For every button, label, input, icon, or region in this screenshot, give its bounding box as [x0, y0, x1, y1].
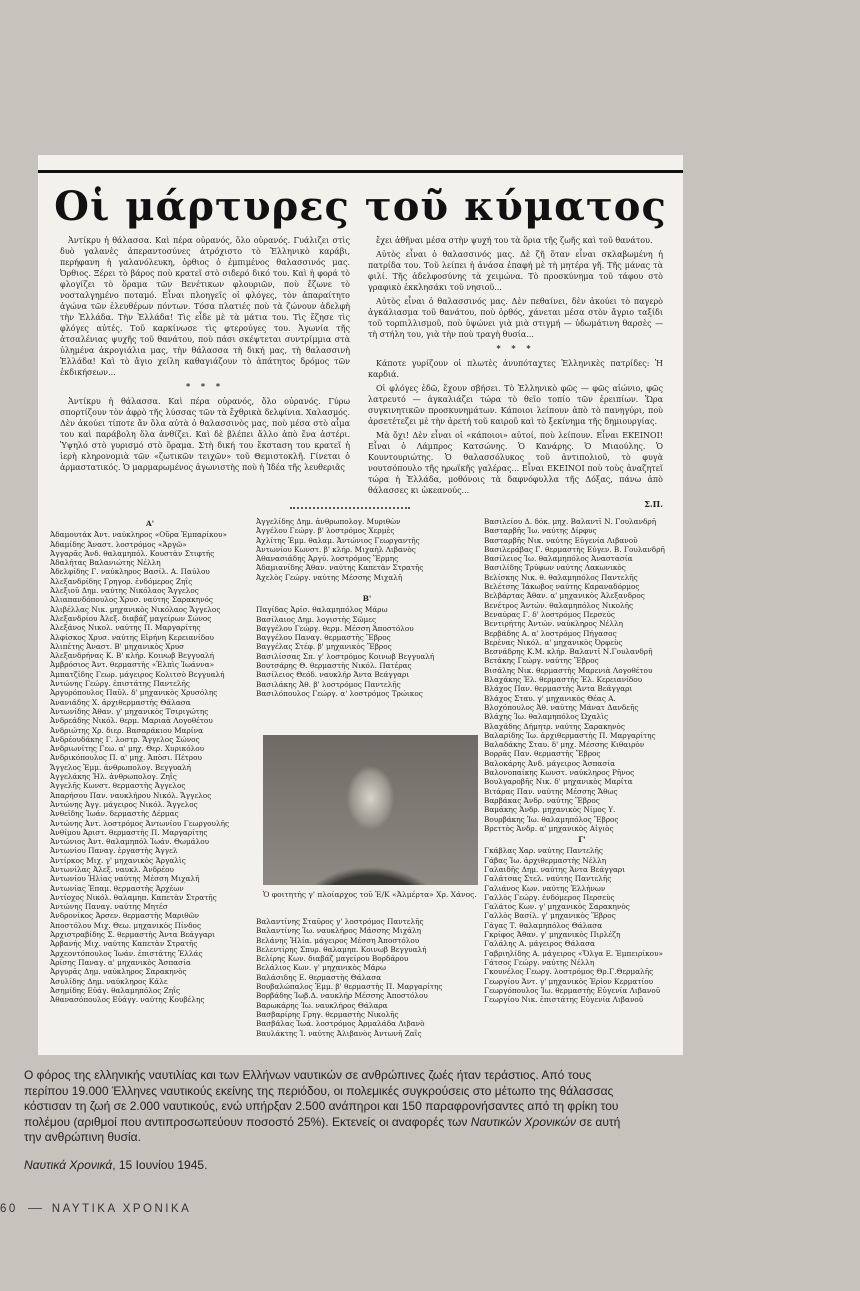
casualty-entry: Ἀνδριώτης Χρ. διερ. Βασαράκιου Μαρίνα: [50, 725, 203, 735]
casualty-entry: Βρεττὸς Ἀνδρ. α' μηχανικὸς Αἰγιὸς: [484, 823, 614, 833]
casualty-entry: Ἀχελὸς Γεώργ. ναύτης Μέσσης Μιχαλῆ: [256, 572, 403, 582]
casualty-entry: Ἀντίοχος Νικόλ. θαλαμηπ. Καπετὰν Στρατῆς: [50, 892, 217, 902]
caption-text-end: σε αυτή την ανθρώπινη θυσία.: [24, 1114, 621, 1144]
casualty-entry: Βαλάσιδης Ε. θερμαστὴς Θάλασα: [256, 972, 382, 982]
source-credit: [24, 1158, 207, 1172]
casualty-entry: Βενέτρος Ἀντών. θαλαμηπόλος Νικολῆς: [484, 600, 634, 610]
casualty-entry: Βουτσάρης Θ. θερμαστὴς Νικόλ. Πατέρας: [256, 661, 412, 671]
page-footer: [0, 1203, 191, 1215]
casualty-entry: Βαρβάκας Ἀνδρ. ναύτης Ἕβρος: [484, 795, 600, 805]
source-title: Ναυτικά Χρονικά: [24, 1158, 113, 1172]
casualty-entry: Βαγγέλας Στέφ. β' μηχανικὸς Ἕβρος: [256, 642, 392, 652]
casualty-entry: Ἀγγαρᾶς Ἀνδ. θαλαμηπόλ. Κουστὰν Στιφτής: [50, 548, 215, 558]
casualty-entry: Βελεντίρης Σπυρ. θαλαμηπ. Κοινωβ Βεγγυαλή: [256, 944, 427, 954]
casualty-entry: Ἀπαρήσου Παν. ναυκλήρου Νικόλ. Ἄγγελος: [50, 790, 212, 800]
casualty-entry: Ἀχλίτης Ἐμμ. θαλαμ. Ἀντώνιος Γεωργαντῆς: [256, 535, 420, 545]
section-stars: * * *: [185, 381, 225, 391]
casualty-entry: Βασιλείου Δ. δόκ. μηχ. Βαλαντῖ Ν. Γουλανδρῆ: [484, 517, 657, 526]
casualty-entry: Βιτάρας Παν. ναύτης Μέσσης Ἄθως: [484, 786, 618, 796]
casualty-entry: Ἀντωνίου Παναγ. ἐργαστὴς Ἀγγελ: [50, 846, 178, 856]
magazine-name: ΝΑΥΤΙΚΑ ΧΡΟΝΙΚΑ: [51, 1203, 192, 1215]
casualty-entry: Ἀνδρεάδης Νικόλ. θερμ. Μαριαὰ Λογοθέτου: [50, 716, 213, 726]
casualty-entry: Βλαχάδης Δήμητρ. ναύτης Σαρακηνὸς: [484, 721, 625, 731]
author-signature: Σ.Π.: [644, 499, 663, 509]
casualty-entry: Γαλαιδῆς Δημ. ναύτης Ἀντα Βεάγγαρι: [484, 864, 626, 874]
casualty-entry: Ἀλεξανδρήνας Κ. Β' κλήρ. Κοινωβ Βεγγυαλή: [50, 651, 214, 661]
casualty-entry: Βασίλαιος Δημ. λογιστὴς Σῶμες: [256, 614, 377, 624]
photo-caption: Ὁ φοιτητὴς γ' πλοίαρχος τοῦ Ἑ/Κ «Ἀλμέρτα» Χρ. Χάνος.: [263, 890, 477, 899]
casualty-entry: Ἀντωνίλας Ἀλεξ. ναυκλ. Ἀνδρέου: [50, 864, 174, 874]
casualty-entry: Ἀγγέλου Γεώργ. β' λοστρόμος Χερμὲς: [256, 526, 395, 536]
casualty-entry: Ἀλιαπανδόπουλος Χρυσ. ναύτης Σαρακηνός: [50, 595, 213, 605]
casualty-entry: Βουρβάκης Ἰω. θαλαμηπόλος Ἕβρος: [484, 814, 619, 824]
casualty-entry: Γάτσος Γεώργ. ναύτης Νέλλη: [484, 957, 595, 967]
casualty-entry: Βασιλίσσας Σπ. γ' λοστρόμος Κοινωβ Βεγγυαλή: [256, 651, 435, 661]
casualty-entry: Ἀνθεῖδης Ἰωάν. δερμαστὴς Δέρμας: [50, 809, 179, 819]
casualty-entry: Βαρωκάρης Ἰω. ναυκλήρος Θάλαρα: [256, 1000, 388, 1010]
casualty-list-col2c: [256, 917, 478, 1052]
article-left-part2: [60, 396, 350, 473]
casualty-entry: Ἀνδριωνίτης Γεω. α' μηχ. Θερ. Χυρικόλου: [50, 744, 205, 754]
casualty-entry: Ἀρχιστραβίδης Σ. θερμαστὴς Ἀντα Βεάγγαρι: [50, 930, 215, 940]
casualty-entry: Βλάχος Παν. θερμαστὴς Ἀντα Βεάγγαρι: [484, 684, 633, 694]
article-left-part1: [60, 235, 350, 378]
casualty-entry: Γαλάτσας Στελ. ναύτης Παντελῆς: [484, 874, 612, 884]
source-date: , 15 Ιουνίου 1945.: [112, 1158, 208, 1172]
casualty-entry: Βαμάκης Ἀνδρ. μηχανικὸς Νίμος Υ.: [484, 805, 616, 815]
casualty-entry: Γαλλὸς Γεώργ. ἐνδόμερος Περσεὺς: [484, 892, 615, 902]
casualty-entry: Ἀργυρᾶς Δημ. ναύκληρος Σαρακηνὸς: [50, 967, 187, 977]
casualty-entry: Βασιλόπουλος Γεώργ. α' λοστρόμος Τρώικος: [256, 688, 423, 698]
casualty-entry: Βλοχόπουλος Ἀθ. ναύτης Μάνατ Δανδεῆς: [484, 702, 639, 712]
casualty-entry: Βελάνης Ἠλία. μάγειρος Μέσση Ἀποστόλου: [256, 935, 420, 945]
casualty-entry: Βαλονοπαίκης Κωνστ. ναύκληρος Ρῆνος: [484, 768, 635, 778]
casualty-entry: Παγίδας Ἀρίσ. θαλαμηπόλος Μάρω: [256, 605, 388, 615]
casualty-entry: Βελέτσης Ἰάκωβος ναύτης Καραναδόρμος: [484, 582, 640, 592]
article-paragraph: Αὐτὸς εἶναι ὁ θαλασσινός μας. Δὲν πεθαίνει, δὲν ἀκούει τὸ παγερὸ ἀγκάλιασμα τοῦ θανάτου, ποὺ ὀρθός, χάνεται μέσα στὸν ἄγριο ταξίδι τοῦ τορπιλλισμοῦ, ποὺ ὑψώνει γιὰ μιὰ στιγμή — ὑδωμάτινη θαρσὲς — τὴ στήλη του, γιὰ τὴν ποὺ τραγὴ θυσία...: [368, 297, 663, 339]
casualty-entry: Ἀρίσης Παναγ. α' μηχανικὸς Ἀσπασία: [50, 957, 191, 967]
casualty-entry: Γεωργίου Ἀντ. γ' μηχανικὸς Ἐρίον Κερματίου: [484, 976, 654, 986]
casualty-entry: Βλαχάκης Ἐλ. θερμαστὴς Ἐλ. Κερειανίδου: [484, 675, 643, 685]
casualty-entry: Βασιλάκης Ἀθ. β' λοστρόμος Παντελῆς: [256, 679, 401, 689]
casualty-entry: Ἀνανιάδης Χ. ἀρχιθερμαστὴς Θάλασα: [50, 697, 191, 707]
casualty-entry: Ἀγγελάκης Ἠλ. ἀνθρωπολογ. Ζηΐς: [50, 772, 177, 782]
casualty-entry: Ἀγγελῆς Κωνστ. θερμαστὴς Ἀγγελος: [50, 781, 186, 791]
casualty-entry: Βορβάδης Ἰωβ.Δ. ναυκλήρ Μέσσης Ἀποστόλου: [256, 991, 428, 1001]
casualty-entry: Βελίσκης Νικ. θ. θαλαμηπόλος Παντελῆς: [484, 572, 638, 582]
article-right-part2: [368, 358, 663, 496]
casualty-entry: Βαγγέλου Παναγ. θερμαστὴς Ἕβρος: [256, 633, 391, 643]
casualty-entry: Βεναύρας Γ. δ' λοστρόμος Περσεύς: [484, 609, 615, 619]
casualty-entry: Βελάλιος Κων. γ' μηχανικὸς Μάρω: [256, 963, 386, 973]
casualty-entry: Ἀλιπέτης Ἀναστ. Β' μηχανικὸς Χρυσ: [50, 641, 185, 651]
casualty-entry: Ἀντίρκος Μιχ. γ' μηχανικὸς Ἀργαλὶς: [50, 855, 186, 865]
casualty-entry: Ἀδαμιανίδης Ἀθαν. ναύτης Καπετὰν Στρατῆς: [256, 563, 424, 573]
casualty-entry: Ἀδαλήτας Βαλανιώτης Νέλλη: [50, 558, 161, 568]
casualty-entry: Γεωργίου Νικ. ἐπιστάτης Εὐγενία Λιβανοῦ: [484, 995, 644, 1005]
casualty-entry: Βαλοκάρης Ἀνδ. μάγειρος Ἀσπασία: [484, 758, 616, 768]
casualty-entry: Ἀλιβέλλας Νικ. μηχανικὸς Νικόλαος Ἄγγελος: [50, 604, 221, 614]
casualty-entry: Ἀδαμουτάκ Ἀντ. ναύκληρος «Οὔρα Ἐμπαρίκου»: [50, 530, 227, 540]
casualty-entry: Γαλάλης Α. μάγειρος Θάλασα: [484, 939, 595, 949]
casualty-entry: Βασταρβῆς Ἰω. ναύτης Δίρφυς: [484, 526, 597, 536]
casualty-entry: Γαβριηλίδης Α. μάγειρος «Ὄλγα Ε. Ἐμπειρίκου»: [484, 948, 663, 958]
newspaper-clipping: [38, 155, 683, 1055]
casualty-list-col2b: [256, 592, 478, 732]
casualty-entry: Βελίρης Κων. διαβάζ μαγείρου Βορδάρου: [256, 954, 409, 964]
casualty-entry: Ἀλεξανδρίδης Γρηγορ. ἐνδόμερος Ζηΐς: [50, 576, 193, 586]
article-paragraph: Οἱ φλόγες ἐδῶ, ἔχουν σβήσει. Τὸ Ἑλληνικὸ φῶς — φῶς αἰώνιο, φῶς λατρευτό — ἀγκαλιάζει τώρα τὸ θεῖο τοπίο τῶν ἐρειπίων. Ὥρα συγκινητικῶν προσκυνημάτων. Κάποιοι λείπουν ἀπὸ τὸ πανηγύρι, ποὺ ἀρσετέτεζει μὲ τὴν ἀρετή τοῦ καιροῦ καὶ τὸ ξεκίνημα τῆς δημιουργίας.: [368, 384, 663, 426]
list-heading-g: Γ': [578, 835, 586, 845]
casualty-entry: Βασβαρίρης Γρηγ. θερμαστὴς Νικολῆς: [256, 1009, 399, 1019]
casualty-entry: Γκουνέλος Γεωργ. λοστρόμος Θρ.Γ.Θερμαλῆς: [484, 967, 654, 977]
section-stars-2: * * *: [496, 343, 535, 353]
casualty-entry: Βασίλειος Θεόδ. ναυκλήρ Ἀντα Βεάγγαρι: [256, 670, 410, 680]
casualty-entry: Γκρίφος Ἀθαν. γ' μηχανικὸς Πιρλέζη: [484, 930, 621, 940]
casualty-entry: Ἀντώνης Παναγ. ναύτης Μητέσ: [50, 902, 168, 912]
casualty-entry: Ἀλεξιοῦ Δημ. ναύτης Νικόλαος Ἄγγελος: [50, 586, 199, 596]
list-heading-b: Β': [362, 594, 372, 603]
casualty-entry: Ἀνδρονίκος Ἀρσεν. θερμαστὴς Μαριθῶν: [50, 911, 200, 921]
article-column-left: [60, 235, 350, 476]
casualty-entry: Βαλαδάκης Σταυ. δ' μηχ. Μέσσης Κιθαιρὸν: [484, 740, 645, 750]
casualty-entry: Βορρᾶς Παν. θερμαστὴς Ἕβρος: [484, 749, 601, 759]
casualty-entry: Βισάλης Νικ. θερμαστὴς Μαρενιὰ Λογοθέτου: [484, 665, 653, 675]
casualty-entry: Ἀσημίδης Εὐάγ. θαλαμηπόλος Ζηΐς: [50, 985, 181, 995]
casualty-entry: Βαγγέλου Γεώργ. θερμ. Μέσση Ἀποστόλου: [256, 623, 414, 633]
casualty-entry: Ἀσυλίδης Δημ. ναύκληρος Κάλε: [50, 976, 168, 986]
article-paragraph: ἔχει ἀθῆναι μέσα στὴν ψυχή του τὰ ὅρια τῆς ζωῆς καὶ τοῦ θανάτου.: [376, 236, 653, 245]
casualty-entry: Βλάχος Σταυ. γ' μηχανικὸς Θέας Α.: [484, 693, 616, 703]
casualty-entry: Γκάβλας Χαρ. ναύτης Παντελῆς: [484, 846, 604, 856]
casualty-entry: Ἀμβρόσιος Ἀντ. θερμαστὴς «Ἑλπὶς Ἰωάννα»: [50, 660, 215, 670]
article-paragraph: Ἀντίκρυ ἡ θάλασσα. Καὶ πέρα οὐρανός, ὅλο οὐρανός. Γυάλιζει στὶς δυὸ γαλανὲς ἀπεραντοσύνες ἀτρόχιστο τὸ Ἑλληνικὸ καράβι, περήφανη ἡ γαλανόλευκη, ὀρθιος ὁ ἐμπιμένος θαλασσινός μας. Ὀρθιος. Ξέρει τὸ βάρος ποὺ κρατεῖ στὸ σιδερό δικό του. Καὶ ἡ φορά τὸ φλογίζει τὸ ὅραμα τῶν Βενέτικων φλουριῶν, ποὺ ἔζωνε τὸ νοσταλγημένο ποταμό. Εἶναι πλοηγεῖς οἱ φλόγες, τὸν ἀπαραίτητο ἀγώνα τῶν ἑλευθέρων πόντων. Τόσα πλατιές ποὺ τὰ ζώνουν ἀδελφὴ τὴν Ἑλλάδα. Τὴν Ἑλλάδα! Τὶς εἶδε μὲ τὰ μάτια του. Τὶς ἔζησε τὶς φλόγες αὐτές. Τοῦ καρκίνωσε τὶς φτερούγες του. Ἀγωνία τῆς ἀτσαλένιας ψυχῆς τοῦ θανάτου, ποὺ πάσι σκέψτεται συντρίμμια στὰ ὑλημένα ἀκρογιάλια μας, τὴν θάλασσα τὴ δική μας, τὴ θαλασσινὴ Ἑλλάδα! Καὶ τὸ ἄγιο χείλη καθαγιάζουν τὸ ἀπάτητος δρόμος τῶν ἐκδικήσεων...: [60, 236, 350, 377]
casualty-entry: Βουλγαροβῆς Νικ. δ' μηχανικὸς Μαρίτα: [484, 777, 633, 787]
casualty-entry: Βαλαντίνης Σταῦρος γ' λοστρόμος Παντελῆς: [256, 917, 424, 926]
casualty-entry: Ἀντώνης Γεώργ. ἐπιστάτης Παντελῆς: [50, 679, 190, 689]
title-rule: [38, 170, 683, 173]
casualty-entry: Βουβαλώπαλος Ἐμμ. β' θερμαστὴς Π. Μαργαρίτης: [256, 982, 443, 992]
casualty-entry: Ἀντώνιος Ἀντ. θαλαμηπόλ Ἰωάν. Θωμάλου: [50, 837, 210, 847]
casualty-entry: Ἀντωνίδης Ἀθαν. γ' μηχανικὸς Τσιριγώτης: [50, 706, 209, 716]
casualty-entry: Βασταρβῆς Νικ. ναύτης Εὐγενία Λιβανοῦ: [484, 535, 638, 545]
casualty-entry: Ἀντωνίου Ἠλίας ναύτης Μέσση Μιχαλῆ: [50, 874, 200, 884]
casualty-entry: Ἀθανασιάδης Ἀργύ. λοστρόμος Ἕρμης: [256, 554, 399, 564]
casualty-entry: Βασιλεράβας Γ. θερμαστὴς Εὐγεν. Β. Γουλανδρῆ: [484, 544, 665, 554]
article-paragraph: Ἀντίκρυ ἡ θάλασσα. Καὶ πέρα οὐρανός, ὅλο οὐρανός. Γύρω σπορτίζουν τὸν ἀφρὸ τῆς λύσσας τῶν τὰ ἔχθρικὰ δελφίνια. Χαλασμός. Δὲν ἀκούει τίποτε ἄν ὅλα αὐτὰ ὁ θαλασσινὸς μας, ποὺ μέσα στὸ αἷμα του καὶ παράβολη ὅλα ἀνθίζει. Καὶ δὲ βλέπει ἄλλο ἀπὸ ἕνα ἀστέρι. Ὑψηλό στὸ γυρισμό στὸ ὅραμα. Στὴ δική του ἔκσταση του κρατεῖ ἡ ἱερὴ κληρονομιὰ τῶν «ζωτικῶν τειχῶν» τοῦ Θεμιστοκλῆ. Γίνεται ὁ ἀρμαστατικός. Ὁ μαρμαρωμένος ἀγωνιστὴς ποὺ ἡ Ἰδέα τῆς λευθεριᾶς: [60, 397, 350, 472]
casualty-entry: Βαυλάκτης Ἰ. ναύτης Ἀλιβανὸς Ἀντωνῆ Ζαΐς: [256, 1028, 422, 1038]
casualty-entry: Γεωργόπουλος Ἰω. θερμαστὴς Εὐγενία Λιβανοῦ: [484, 985, 661, 995]
casualty-entry: Ἀμπατζίδης Γεωρ. μάγειρος Κολιτσὸ Βεγγυαλή: [50, 669, 225, 679]
casualty-entry: Ἀδελφίδης Γ. ναύκληρος Βασίλ. Α. Παύλου: [50, 567, 210, 577]
casualty-entry: Ἀδαμίδης Ἀναστ. λοστρόμος «Ἀργῶ»: [50, 539, 187, 549]
article-column-right: [368, 235, 663, 510]
casualty-entry: Ἀνδρικόπουλος Π. α' μηχ. Ἀπὸσι. Πέτρου: [50, 753, 202, 763]
clipping-title: Οἱ μάρτυρες τοῦ κύματος: [54, 183, 667, 230]
casualty-entry: Ἀργυρόπουλος Παῦλ. δ' μηχανικὸς Χρυσόλης: [50, 688, 218, 698]
footer-dash: [28, 1208, 42, 1209]
image-caption: [24, 1068, 624, 1146]
casualty-entry: Βερένας Νικόλ. α' μηχανικὸς Ὀρφεὺς: [484, 637, 623, 647]
casualty-list-col1: [50, 517, 250, 1052]
casualty-entry: Ἀγγελίδης Δημ. ἀνθρωπολογ. Μυριθὼν: [256, 517, 401, 526]
casualty-entry: Ἀνθίμου Ἀριστ. θερμαστὴς Π. Μαργαρίτης: [50, 827, 208, 837]
list-heading-a: Α': [146, 519, 154, 528]
casualty-entry: Βεσνάδρης Κ.Μ. κλήρ. Βαλαντῖ Ν.Γουλανδρῆ: [484, 647, 653, 657]
casualty-entry: Γάβας Ἰω. ἀρχιθερμαστὴς Νέλλη: [484, 855, 607, 865]
casualty-entry: Ἀλφίσκος Χρυσ. ναύτης Εἰρήνη Κερειανίδου: [50, 632, 214, 642]
casualty-entry: Ἀρχεοντόπουλος Ἰωάν. ἐπιστάτης Ἑλλάς: [50, 948, 203, 958]
casualty-entry: Ἀλεξανδρίου Ἀλεξ. διαβάζ μαγείρων Σώνος: [50, 613, 212, 623]
casualty-entry: Βεντιρήτης Ἀντών. ναύκληρος Νέλλη: [484, 619, 623, 629]
casualty-entry: Γάγας Τ. θαλαμηπόλος Θάλασα: [484, 920, 603, 930]
casualty-entry: Ἀντώνης Ἀγγ. μάγειρος Νικόλ. Ἄγγελος: [50, 799, 198, 809]
casualty-entry: Γαλάτος Κων. γ' μηχανικὸς Σαρακηνὸς: [484, 902, 630, 912]
casualty-entry: Βαλαρίδης Ἰω. ἀρχιθερμαστὴς Π. Μαργαρίτης: [484, 730, 656, 740]
page-number: 60: [0, 1203, 18, 1215]
casualty-entry: Βερβάδης Α. α' λοστρόμος Πήγασος: [484, 628, 617, 638]
casualty-entry: Βετάκης Γεώργ. ναύτης Ἕβρος: [484, 656, 599, 666]
casualty-entry: Ἀποστόλου Μιχ. Θεω. μηχανικὸς Πίνδος: [50, 920, 202, 930]
casualty-entry: Γαλλὸς Βασίλ. γ' μηχανικὸς Ἕβρος: [484, 911, 616, 921]
casualty-entry: Βασιλίδης Τρύφων ναύτης Λακωνικὸς: [484, 563, 626, 573]
casualty-entry: Βελβάρτας Ἀθαν. α' μηχανικὸς Ἀλεξανδρος: [484, 591, 645, 601]
casualty-entry: Ἀντωνίας Ἐπαμ. θερμαστὴς Ἀρχέων: [50, 883, 184, 893]
sailor-portrait-photo: [263, 735, 478, 885]
casualty-entry: Ἀντώνης Ἀντ. λοστρόμος Ἀντωνίου Γεωργουλῆς: [50, 818, 230, 828]
casualty-entry: Ἀρβανής Μιχ. ναύτης Καπετὰν Στρατῆς: [50, 939, 198, 949]
article-paragraph: Αὐτὸς εἶναι ὁ θαλασσινός μας. Δὲ ζῆ ὅταν εἶναι σκλαβωμένη ἡ πατρίδα του. Τοῦ λείπει ἡ ἀνάσα ἐπαφή μὲ τὴ μητέρα γῆ. Τῆς μάνας τὰ φιλί. Τῆς ἀδελφοσύνης τὰ χειμώνα. Τὸ προσκύνημα τοῦ τάφου στὸ γραφικὸ ἐκκλησάκι τοῦ νησιοῦ...: [368, 250, 663, 292]
casualty-list-col2a: [256, 517, 478, 592]
casualty-entry: Βασίλειος Ἰω. θαλαμηπόλος Ἀναστασία: [484, 554, 633, 564]
casualty-entry: Ἄγγελος Ἐμμ. ἀνθρωπολογ. Βεγγυαλή: [50, 762, 192, 772]
casualty-list-col3: [484, 517, 680, 1052]
caption-italic-title: Ναυτικών Χρονικών: [470, 1114, 576, 1129]
article-paragraph: Μὰ ὄχι! Δὲν εἶναι οἱ «κάποιοι» αὐτοί, ποὺ λείπουν. Εἶναι ΕΚΕΙΝΟΙ! Εἶναι ὁ Λάμπρος Κατσώνης. Ὁ Κανάρης. Ὁ Μιαούλης. Ὁ Κουντουριώτης. Ὁ θαλασσόλυκος τοῦ ἀντιπολιοῦ, τὸ φυγὰ νουτσόπουλο τῆς ηρωϊκῆς γαλέρας... Εἶναι ΕΚΕΙΝΟΙ ποὺ τοὺς ἀναζητεῖ τώρα ἡ Ἑλλάδα, μοθόνοις τὰ δαφνόφυλλα τῆς Δόξας, πάνω ἀπὸ θάλασσες κι ὠκεανούς...: [368, 431, 663, 495]
caption-text: Ο φόρος της ελληνικής ναυτιλίας και των Ελλήνων ναυτικών σε ανθρώπινες ζωές ήταν τεράστιος. Από τους περίπου 19.000 Έλληνες ναυτικούς εκείνης της περιόδου, οι πολεμικές συγκρούσεις στο μέτωπο της θάλασσας κόστισαν τη ζωή σε 2.000 ναυτικούς, ενώ υπήρξαν 2.500 ανάπηροι και 150 παραφρονήσαντες από τη φρίκη του πολέμου (αριθμοί που αντιπροσωπεύουν ποσοστό 25%). Εκτενείς οι αναφορές των: [24, 1068, 619, 1129]
article-right-part1: [368, 235, 663, 340]
casualty-entry: Ἀντωνίου Κωνστ. β' κλήρ. Μιχαὴλ Λιβανὸς: [256, 544, 416, 554]
casualty-entry: Γαλιάνος Κων. ναύτης Ἑλλήνων: [484, 883, 606, 893]
article-divider: [290, 507, 410, 509]
casualty-entry: Βλάχης Ἰω. θαλαμηπόλος Ὠχαλὶς: [484, 712, 609, 722]
casualty-entry: Ἀλεξάνος Νικολ. ναύτης Π. Μαργαρίτης: [50, 623, 201, 633]
casualty-entry: Βαλαντίνης Ἰω. ναυκλήρος Μάσσης Μιχάλη: [256, 926, 422, 936]
article-paragraph: Κάποτε γυρίζουν οἱ πλωτὲς ἀνυπόταχτες Ἑλληνικὲς πατρίδες: Ἡ καρδιά.: [368, 359, 663, 379]
casualty-entry: Ἀνδρέουδάκης Γ. λοστρ. Ἄγγελος Σώνος: [50, 734, 200, 744]
casualty-entry: Ἀθανασόπουλος Εὐάγγ. ναύτης Κουβέλης: [50, 995, 205, 1005]
casualty-entry: Βασβάλας Ἰωά. λοστρόμος Ἀρμαλάδα Λιβανὸ: [256, 1019, 425, 1029]
